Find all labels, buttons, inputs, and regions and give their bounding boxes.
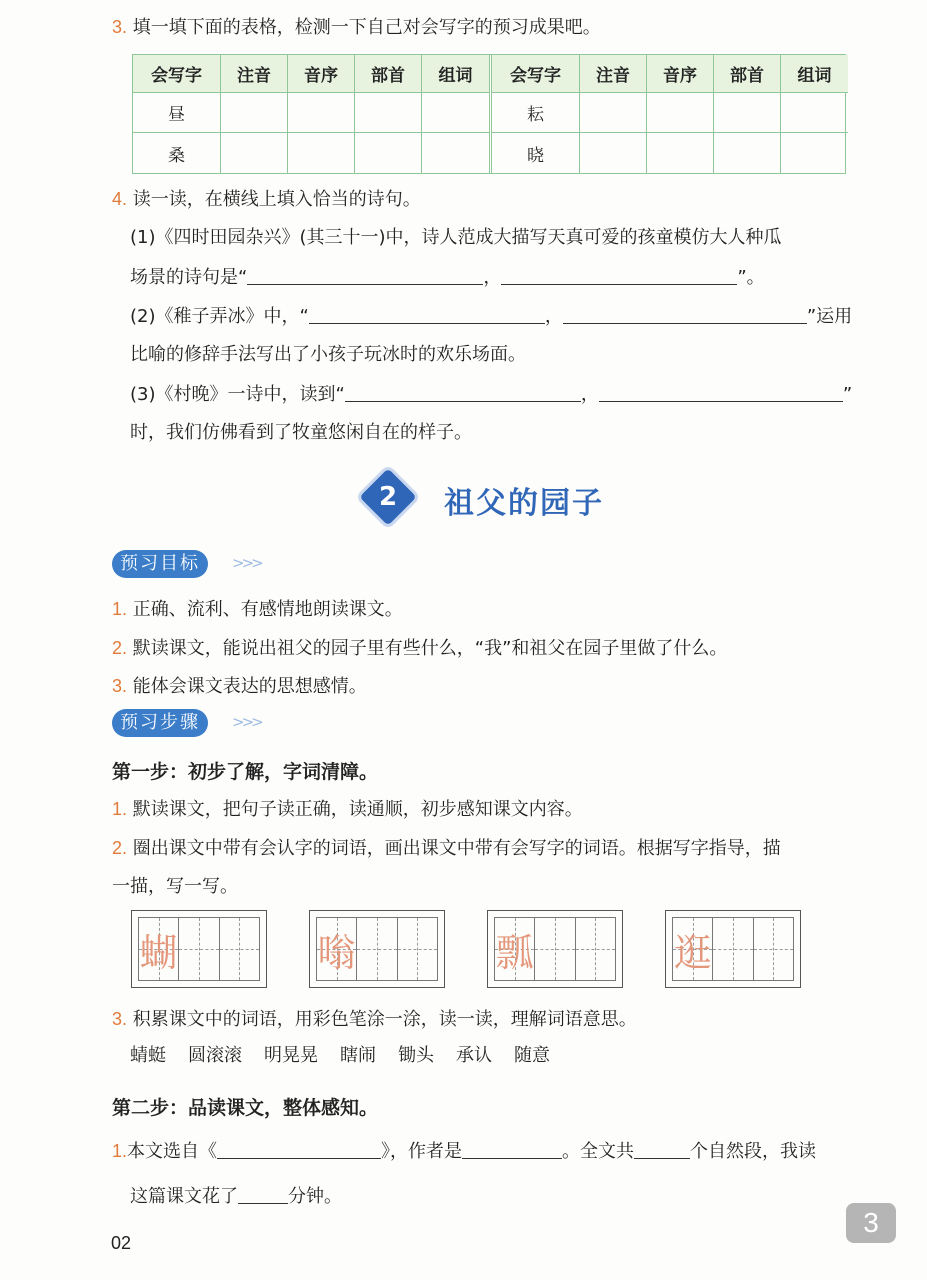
char-table xyxy=(132,54,846,174)
page-number: 02 xyxy=(111,1233,132,1253)
step2-item-number: 1. xyxy=(112,1141,128,1161)
writing-square[interactable] xyxy=(220,918,259,980)
q4-item2-prefix: (2)《稚子弄冰》中，“ xyxy=(130,306,309,327)
step1-item-text: 圈出课文中带有会认字的词语，画出课文中带有会写字的词语。根据写字指导，描 xyxy=(132,838,781,859)
step1-item-number: 3. xyxy=(112,1009,128,1029)
table-blank-cell[interactable] xyxy=(422,93,489,133)
writing-square[interactable] xyxy=(713,918,753,980)
q4-number: 4. xyxy=(112,189,128,209)
step1-item-number: 2. xyxy=(112,838,128,858)
table-header: 组词 xyxy=(781,55,848,93)
goal-item xyxy=(112,673,367,700)
table-blank-cell[interactable] xyxy=(355,133,422,173)
chevrons-icon: >>> xyxy=(232,713,261,731)
tracing-char: 嗡 xyxy=(317,930,356,975)
table-header: 部首 xyxy=(714,55,781,93)
tracing-char: 瓢 xyxy=(495,930,534,975)
table-blank-cell[interactable] xyxy=(288,93,355,133)
table-header: 会写字 xyxy=(133,55,221,93)
table-char: 桑 xyxy=(133,133,221,173)
writing-box xyxy=(309,910,445,988)
answer-blank[interactable] xyxy=(501,264,737,285)
table-blank-cell[interactable] xyxy=(580,93,647,133)
step1-item-cont: 一描，写一写。 xyxy=(112,876,238,897)
q4-item3-prefix: (3)《村晚》一诗中，读到“ xyxy=(130,384,345,405)
table-char: 耘 xyxy=(492,93,580,133)
vocab-word[interactable]: 蜻蜓 xyxy=(130,1045,166,1066)
answer-blank[interactable] xyxy=(345,381,581,402)
table-header: 组词 xyxy=(422,55,489,93)
table-char: 晓 xyxy=(492,133,580,173)
vocab-list xyxy=(130,1043,572,1069)
writing-box xyxy=(131,910,267,988)
q4-item3-line1 xyxy=(130,381,852,408)
table-blank-cell[interactable] xyxy=(714,93,781,133)
step2-text: 本文选自《 xyxy=(127,1141,218,1162)
q4-item3-line2: 时，我们仿佛看到了牧童悠闲自在的样子。 xyxy=(130,422,472,443)
vocab-word[interactable]: 圆滚滚 xyxy=(188,1045,242,1066)
char-table-right xyxy=(489,55,848,173)
vocab-word[interactable]: 明晃晃 xyxy=(264,1045,318,1066)
q4-item1-prefix: 场景的诗句是“ xyxy=(130,267,248,288)
lesson-badge xyxy=(362,471,414,523)
step1-item-text: 积累课文中的词语，用彩色笔涂一涂，读一读，理解词语意思。 xyxy=(132,1009,637,1030)
table-char: 昼 xyxy=(133,93,221,133)
vocab-word[interactable]: 承认 xyxy=(456,1045,492,1066)
q4-item3-end: ” xyxy=(842,384,853,405)
step2-text: 这篇课文花了 xyxy=(130,1186,238,1207)
q4-item2-line2: 比喻的修辞手法写出了小孩子玩冰时的欢乐场面。 xyxy=(130,344,526,365)
step1-item xyxy=(112,835,781,862)
step2-text: 个自然段，我读 xyxy=(690,1141,817,1162)
goal-text: 正确、流利、有感情地朗读课文。 xyxy=(132,599,403,620)
vocab-word[interactable]: 瞎闹 xyxy=(340,1045,376,1066)
goal-item xyxy=(112,635,727,662)
table-blank-cell[interactable] xyxy=(355,93,422,133)
tracing-char: 蝴 xyxy=(139,930,178,975)
table-blank-cell[interactable] xyxy=(647,93,714,133)
writing-square[interactable] xyxy=(398,918,437,980)
table-blank-cell[interactable] xyxy=(221,93,288,133)
q4-item1-sep: ， xyxy=(483,267,502,288)
q4-item3-sep: ， xyxy=(580,384,599,405)
answer-blank[interactable] xyxy=(462,1138,562,1159)
goal-number: 2. xyxy=(112,638,128,658)
table-header: 部首 xyxy=(355,55,422,93)
table-header: 注音 xyxy=(580,55,647,93)
writing-box xyxy=(487,910,623,988)
answer-blank[interactable] xyxy=(599,381,843,402)
answer-blank[interactable] xyxy=(238,1183,288,1204)
table-header: 会写字 xyxy=(492,55,580,93)
writing-box xyxy=(665,910,801,988)
step2-heading: 第二步：品读课文，整体感知。 xyxy=(112,1097,379,1119)
writing-square[interactable] xyxy=(535,918,575,980)
writing-square[interactable] xyxy=(179,918,219,980)
goal-number: 1. xyxy=(112,599,128,619)
table-blank-cell[interactable] xyxy=(422,133,489,173)
table-blank-cell[interactable] xyxy=(288,133,355,173)
q4-line xyxy=(112,186,421,213)
table-header: 音序 xyxy=(288,55,355,93)
answer-blank[interactable] xyxy=(563,303,807,324)
q3-number: 3. xyxy=(112,17,128,37)
vocab-word[interactable]: 随意 xyxy=(514,1045,550,1066)
step2-item xyxy=(112,1138,816,1165)
tracing-char: 逛 xyxy=(673,930,712,975)
table-blank-cell[interactable] xyxy=(781,133,848,173)
answer-blank[interactable] xyxy=(247,264,483,285)
writing-square[interactable] xyxy=(357,918,397,980)
step1-item-text: 默读课文，把句子读正确，读通顺，初步感知课文内容。 xyxy=(132,799,583,820)
goal-text: 默读课文，能说出祖父的园子里有些什么，“我”和祖父在园子里做了什么。 xyxy=(132,638,728,659)
page-tag: 3 xyxy=(846,1203,896,1243)
lesson-title: 祖父的园子 xyxy=(444,486,604,521)
goal-text: 能体会课文表达的思想感情。 xyxy=(132,676,367,697)
table-blank-cell[interactable] xyxy=(580,133,647,173)
char-table-left xyxy=(133,55,489,173)
q4-item2-line1 xyxy=(130,303,852,330)
goal-number: 3. xyxy=(112,676,128,696)
step2-item-cont xyxy=(130,1183,342,1210)
q3-text: 填一填下面的表格，检测一下自己对会写字的预习成果吧。 xyxy=(132,17,601,38)
step1-item-number: 1. xyxy=(112,799,128,819)
answer-blank[interactable] xyxy=(634,1138,690,1159)
steps-label: 预习步骤 xyxy=(112,709,208,737)
goals-label: 预习目标 xyxy=(112,550,208,578)
table-header: 注音 xyxy=(221,55,288,93)
step1-item xyxy=(112,1006,637,1033)
table-header: 音序 xyxy=(647,55,714,93)
goal-item xyxy=(112,596,403,623)
writing-square[interactable] xyxy=(754,918,793,980)
answer-blank[interactable] xyxy=(309,303,545,324)
lesson-number: 2 xyxy=(378,482,398,512)
answer-blank[interactable] xyxy=(217,1138,381,1159)
table-blank-cell[interactable] xyxy=(714,133,781,173)
q4-item2-sep: ， xyxy=(544,306,563,327)
writing-square[interactable] xyxy=(576,918,615,980)
table-blank-cell[interactable] xyxy=(781,93,848,133)
q3-line xyxy=(112,14,601,41)
step2-text: 分钟。 xyxy=(288,1186,342,1207)
step2-text: 。全文共 xyxy=(562,1141,635,1162)
q4-item2-end: ”运用 xyxy=(806,306,853,327)
step1-item xyxy=(112,796,583,823)
step1-heading: 第一步：初步了解，字词清障。 xyxy=(112,761,379,783)
step2-text: 》，作者是 xyxy=(381,1141,463,1162)
q4-item1-line1: (1)《四时田园杂兴》(其三十一)中，诗人范成大描写天真可爱的孩童模仿大人种瓜 xyxy=(130,227,782,248)
table-blank-cell[interactable] xyxy=(647,133,714,173)
chevrons-icon: >>> xyxy=(232,554,261,572)
q4-item1-line2 xyxy=(130,264,765,291)
q4-text: 读一读，在横线上填入恰当的诗句。 xyxy=(132,189,421,210)
q4-item1-end: ”。 xyxy=(737,267,765,288)
vocab-word[interactable]: 锄头 xyxy=(398,1045,434,1066)
table-blank-cell[interactable] xyxy=(221,133,288,173)
